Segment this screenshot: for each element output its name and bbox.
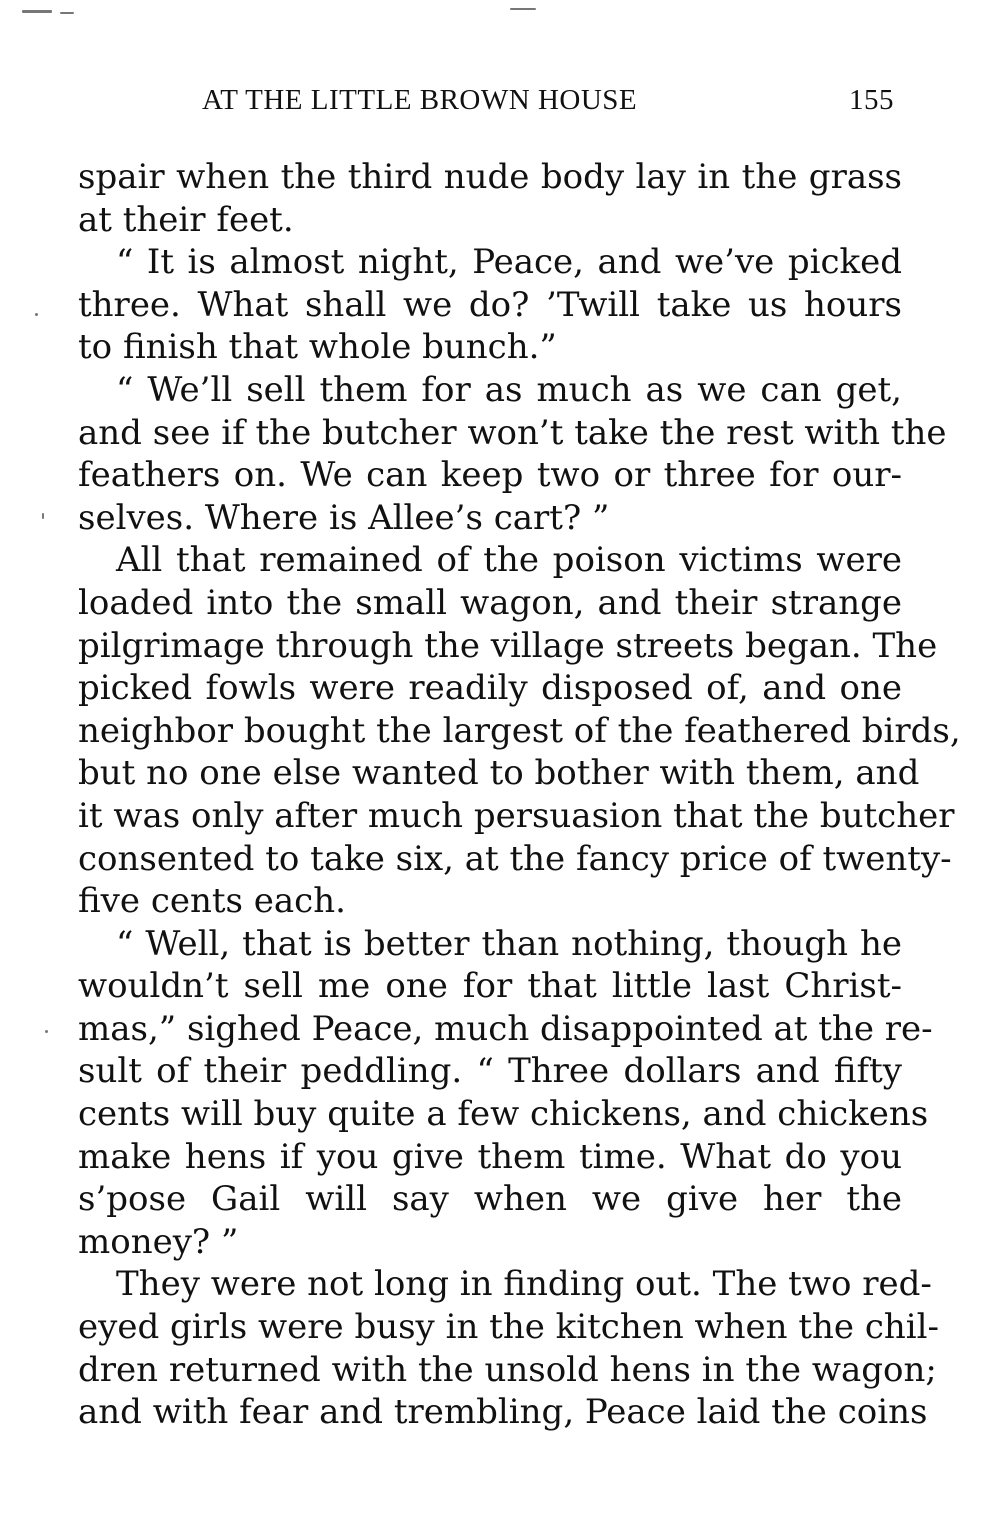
text-line: neighbor bought the largest of the feathered birds,: [78, 710, 961, 751]
running-title: AT THE LITTLE BROWN HOUSE: [202, 84, 638, 116]
text-line: sult of their peddling. “ Three dollars and fifty: [78, 1051, 902, 1092]
text-line: make hens if you give them time. What do you: [78, 1136, 902, 1177]
text-line: “ Well, that is better than nothing, though he: [116, 923, 902, 964]
text-line: eyed girls were busy in the kitchen when the chil-: [78, 1307, 940, 1348]
text-line: and see if the butcher won’t take the rest with the: [78, 412, 947, 453]
text-line: mas,” sighed Peace, much disappointed at the re-: [78, 1008, 933, 1049]
text-line: it was only after much persuasion that the butcher: [78, 795, 955, 836]
scan-mark: [60, 12, 74, 14]
text-line: selves. Where is Allee’s cart? ”: [78, 497, 610, 538]
text-line: picked fowls were readily disposed of, and one: [78, 668, 902, 709]
scan-mark: [45, 1030, 48, 1033]
text-line: “ It is almost night, Peace, and we’ve picked: [116, 242, 902, 283]
text-line: wouldn’t sell me one for that little last Christ-: [78, 966, 902, 1007]
page-header: [78, 84, 900, 128]
text-line: five cents each.: [78, 881, 346, 922]
text-line: feathers on. We can keep two or three for our-: [78, 455, 902, 496]
text-line: pilgrimage through the village streets began. The: [78, 625, 938, 666]
body-text: [78, 156, 961, 1434]
scan-mark: [35, 313, 38, 316]
text-line: dren returned with the unsold hens in the wagon;: [78, 1349, 937, 1390]
scan-mark: [22, 10, 52, 13]
text-line: All that remained of the poison victims were: [116, 540, 902, 581]
page-number: 155: [849, 84, 894, 116]
text-line: cents will buy quite a few chickens, and chickens: [78, 1094, 929, 1135]
text-line: at their feet.: [78, 199, 294, 240]
text-line: s’pose Gail will say when we give her the: [78, 1179, 902, 1220]
text-line: and with fear and trembling, Peace laid the coins: [78, 1392, 928, 1433]
text-line: “ We’ll sell them for as much as we can get,: [116, 369, 902, 410]
text-line: but no one else wanted to bother with them, and: [78, 753, 920, 794]
scan-mark: [42, 513, 44, 519]
text-line: consented to take six, at the fancy price of twenty-: [78, 838, 952, 879]
scan-mark: [510, 8, 536, 10]
text-line: They were not long in finding out. The two red-: [116, 1264, 932, 1305]
text-line: spair when the third nude body lay in the grass: [78, 157, 902, 197]
text-line: to finish that whole bunch.”: [78, 327, 557, 368]
text-line: three. What shall we do? ’Twill take us hours: [78, 284, 902, 325]
text-line: money? ”: [78, 1221, 239, 1262]
text-line: loaded into the small wagon, and their strange: [78, 582, 902, 623]
